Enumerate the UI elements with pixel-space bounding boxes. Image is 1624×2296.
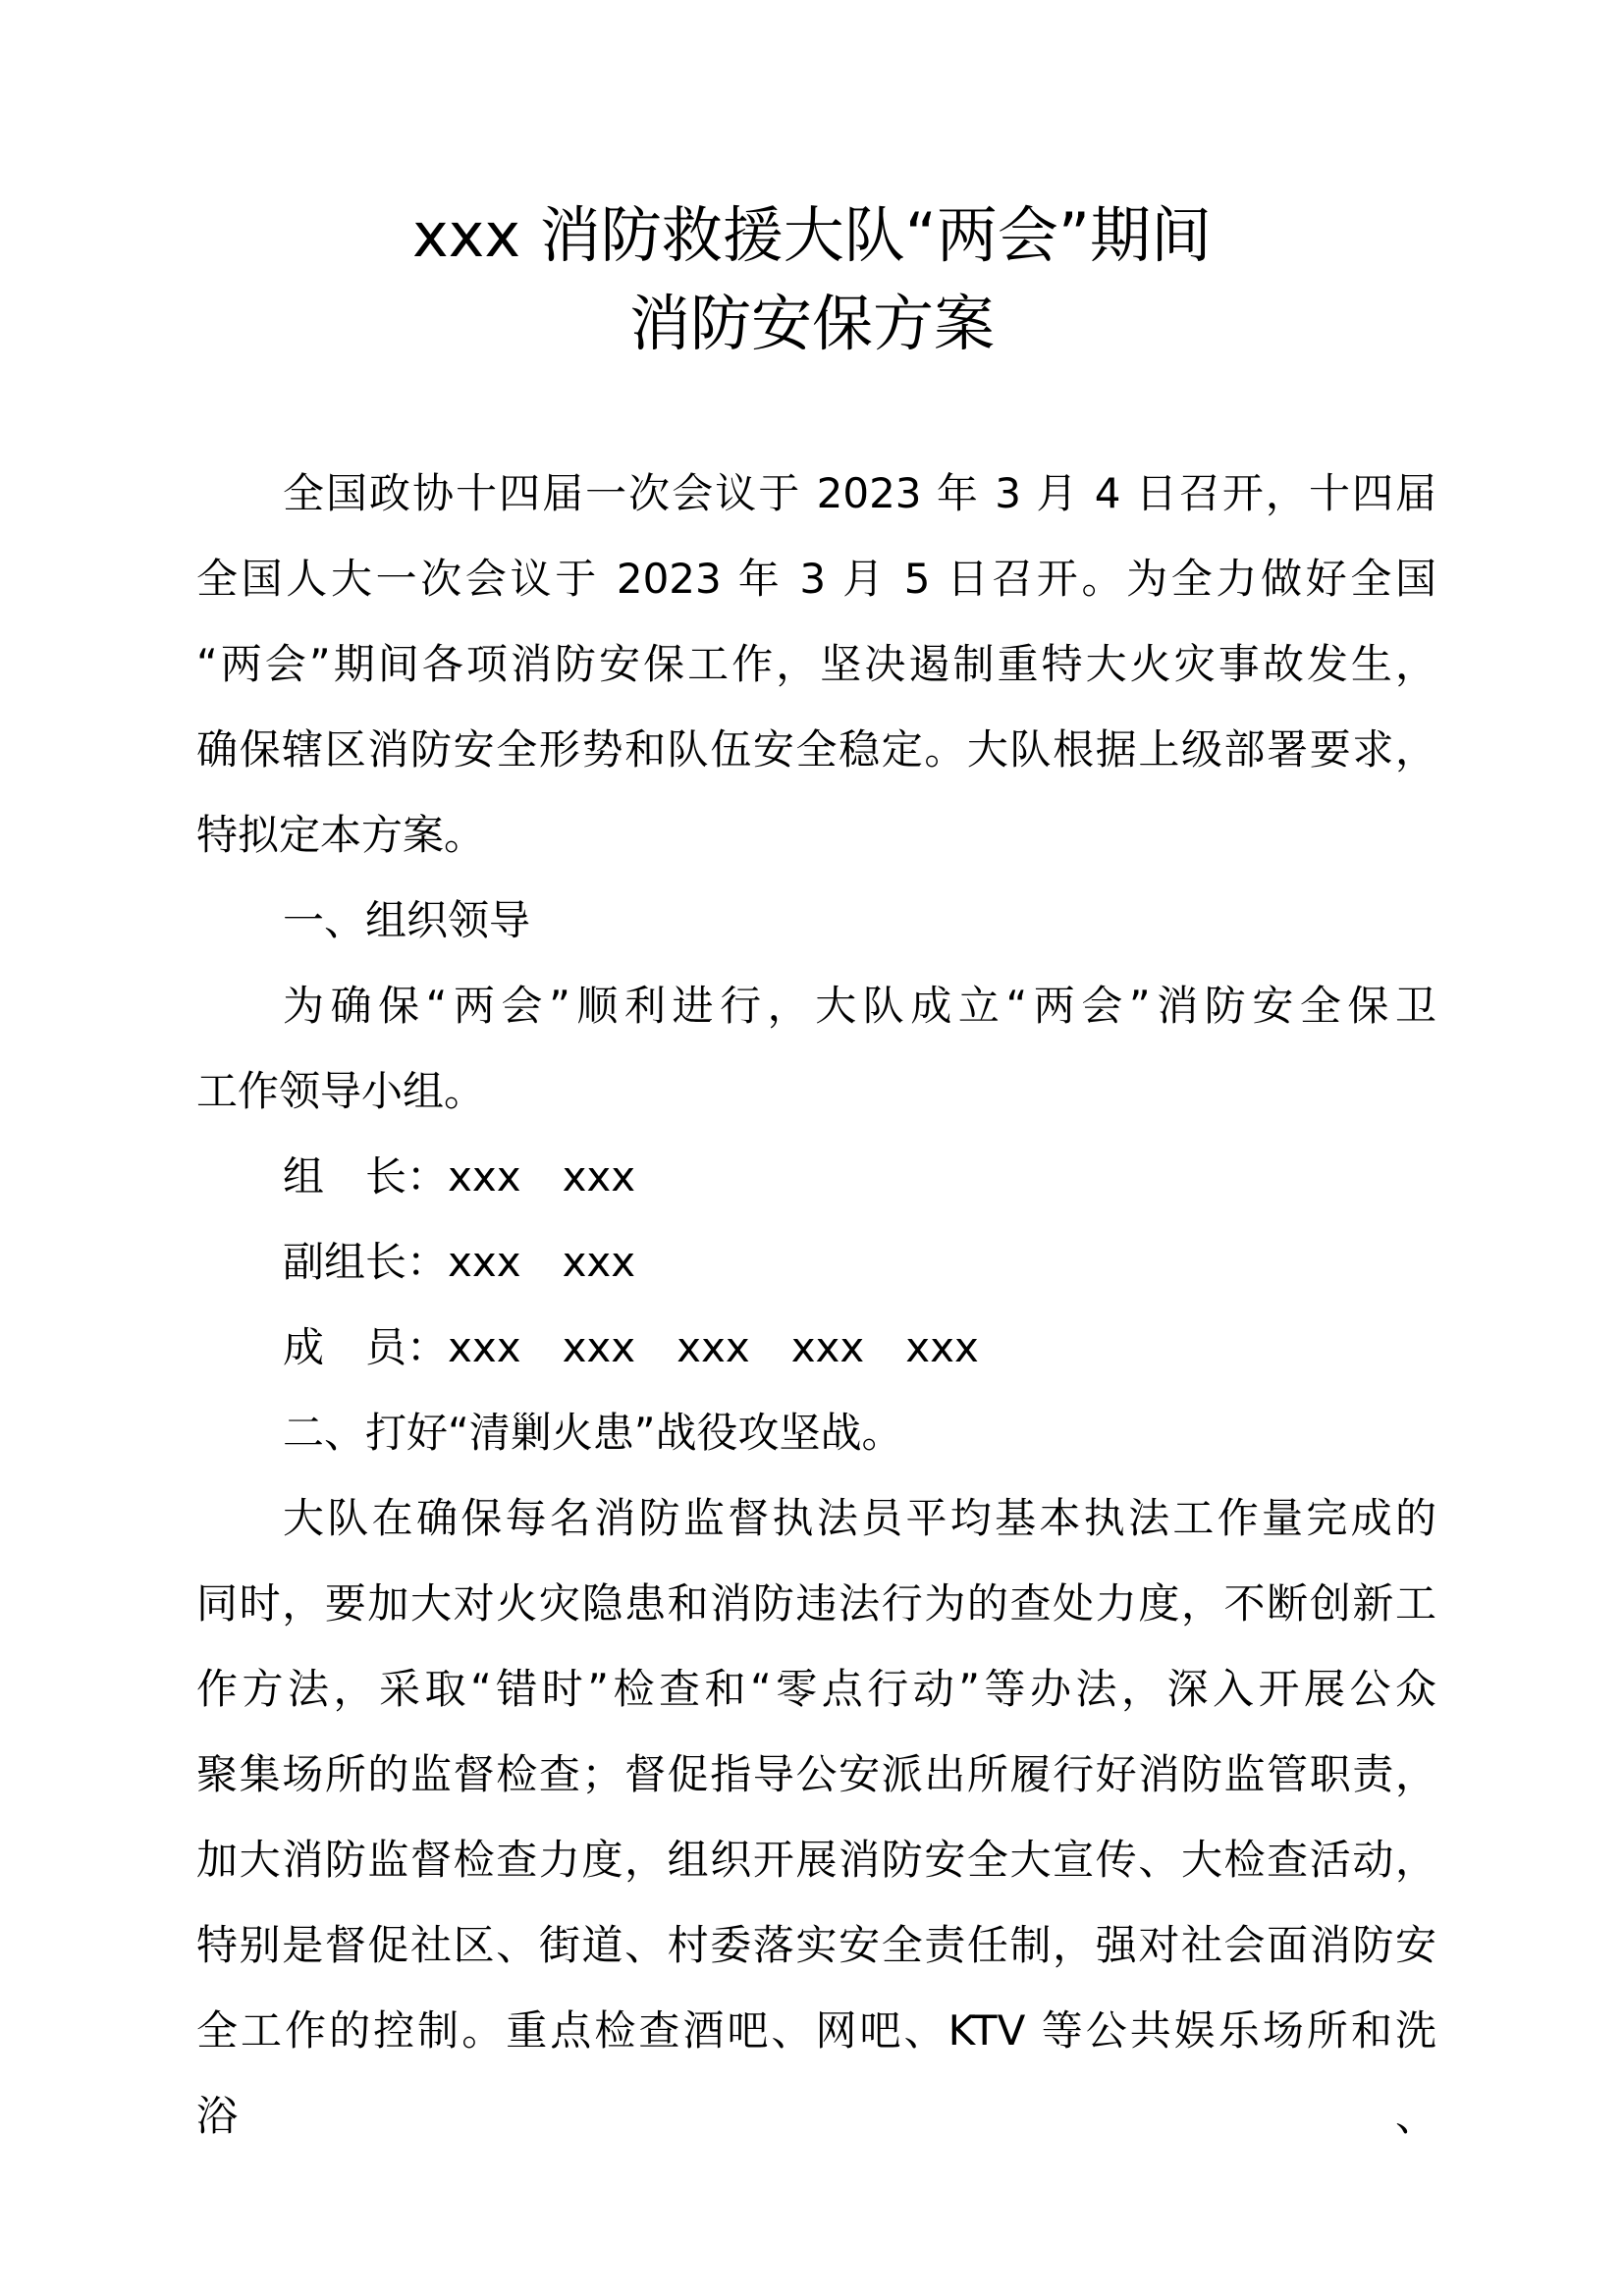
text-line: 组 长：xxx xxx [283,1152,636,1201]
document-title-line-1: xxx 消防救援大队“两会”期间 [411,199,1213,271]
text-line: 聚集场所的监督检查；督促指导公安派出所履行好消防监管职责， [196,1750,1436,1798]
text-line: 特拟定本方案。 [196,811,486,859]
text-line: 全国人大一次会议于 2023 年 3 月 5 日召开。为全力做好全国 [196,555,1436,603]
text-line: 加大消防监督检查力度，组织开展消防安全大宣传、大检查活动， [196,1836,1436,1884]
document-body [196,451,1436,2159]
text-line: 工作领导小组。 [196,1067,486,1115]
text-line: 确保辖区消防安全形势和队伍安全稳定。大队根据上级部署要求， [196,725,1436,774]
text-line: 为确保“两会”顺利进行，大队成立“两会”消防安全保卫 [283,982,1436,1030]
text-line: 大队在确保每名消防监督执法员平均基本执法工作量完成的 [283,1494,1436,1542]
text-line: 副组长：xxx xxx [283,1238,636,1286]
text-line: 全国政协十四届一次会议于 2023 年 3 月 4 日召开，十四届 [283,469,1436,517]
text-line: 特别是督促社区、街道、村委落实安全责任制，强对社会面消防安 [196,1921,1436,1969]
text-line: 二、打好“清剿火患”战役攻坚战。 [283,1409,903,1457]
text-line: 同时，要加大对火灾隐患和消防违法行为的查处力度，不断创新工 [196,1579,1436,1628]
text-line: “两会”期间各项消防安保工作，坚决遏制重特大火灾事故发生， [196,640,1436,688]
text-line: 一、组织领导 [283,896,531,944]
text-line: 成 员：xxx xxx xxx xxx xxx [283,1323,979,1371]
text-line: 作方法，采取“错时”检查和“零点行动”等办法，深入开展公众 [196,1665,1436,1713]
document-title-line-2: 消防安保方案 [628,288,995,359]
text-line: 全工作的控制。重点检查酒吧、网吧、KTV 等公共娱乐场所和洗浴、 [196,2006,1436,2140]
